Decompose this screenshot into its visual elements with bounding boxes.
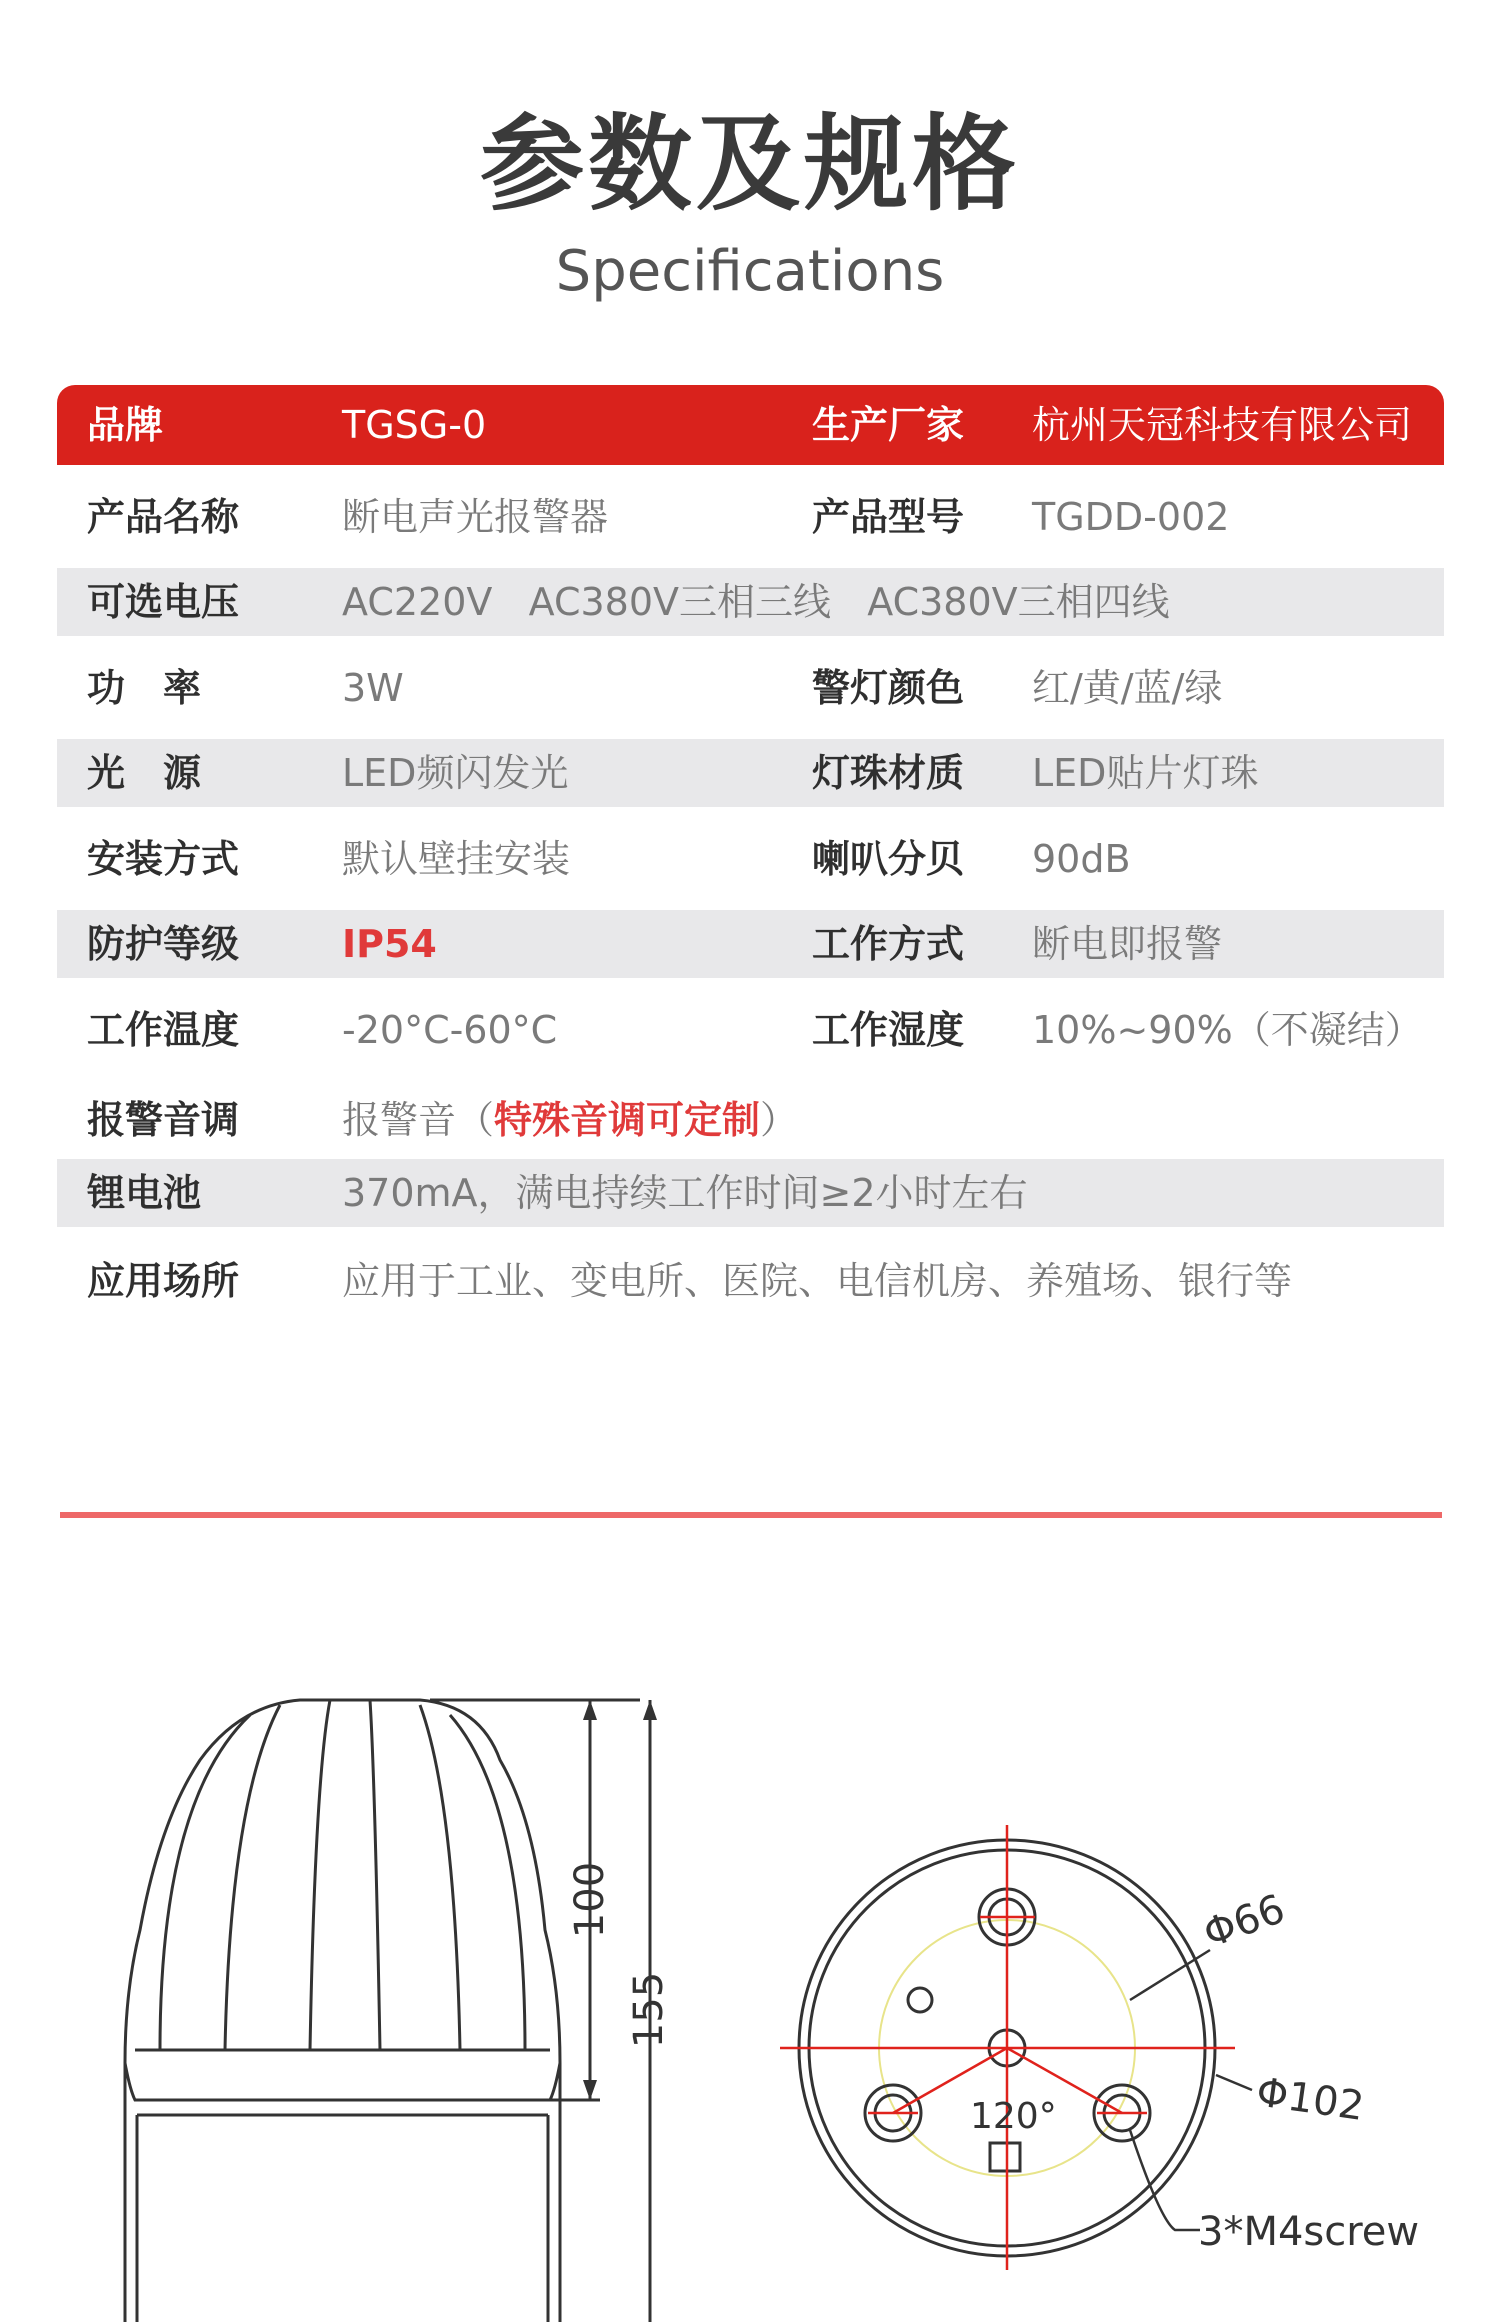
spec-value: 红/黄/蓝/绿 xyxy=(1032,665,1223,710)
spec-key: 可选电压 xyxy=(87,580,240,624)
spec-value: -20°C-60°C xyxy=(342,1007,558,1052)
table-row xyxy=(57,1227,1444,1335)
spec-table xyxy=(57,385,1444,1335)
spec-value: LED贴片灯珠 xyxy=(1032,751,1259,795)
table-row xyxy=(57,910,1444,978)
spec-value: AC220V AC380V三相三线 AC380V三相四线 xyxy=(342,580,1170,624)
spec-key: 功 率 xyxy=(87,665,202,710)
spec-value: 杭州天冠科技有限公司 xyxy=(1032,403,1413,447)
spec-value: 断电声光报警器 xyxy=(342,494,609,539)
spec-key: 工作湿度 xyxy=(812,1007,965,1052)
spec-value: 90dB xyxy=(1032,836,1131,881)
table-row xyxy=(57,385,1444,465)
spec-value-text: ） xyxy=(760,1098,799,1142)
spec-value: TGDD-002 xyxy=(1032,494,1230,539)
spec-key: 喇叭分贝 xyxy=(812,836,965,881)
table-row xyxy=(57,978,1444,1081)
spec-value: 370mA，满电持续工作时间≥2小时左右 xyxy=(342,1171,1028,1215)
table-row xyxy=(57,636,1444,739)
spec-key: 灯珠材质 xyxy=(812,751,965,795)
table-row xyxy=(57,1081,1444,1159)
spec-value xyxy=(342,1098,799,1142)
spec-value-text: 报警音（ xyxy=(342,1098,495,1142)
spec-value: 应用于工业、变电所、医院、电信机房、养殖场、银行等 xyxy=(342,1259,1293,1303)
spec-key: 品牌 xyxy=(87,403,164,447)
spec-value-highlight: 特殊音调可定制 xyxy=(494,1098,761,1142)
spec-key: 工作温度 xyxy=(87,1007,240,1052)
spec-value-highlight: IP54 xyxy=(342,922,437,966)
spec-value: 10%~90%（不凝结） xyxy=(1032,1007,1423,1052)
spec-key: 生产厂家 xyxy=(812,403,965,447)
angle-label: 120° xyxy=(970,2096,1057,2137)
spec-key: 应用场所 xyxy=(87,1259,240,1303)
spec-key: 安装方式 xyxy=(87,836,240,881)
dimension-lines xyxy=(430,1700,650,2322)
dimension-label-phi66: Φ66 xyxy=(1197,1885,1291,1958)
dimension-label-phi102: Φ102 xyxy=(1253,2069,1367,2130)
technical-drawing xyxy=(0,1640,1500,2322)
screw-label: 3*M4screw xyxy=(1198,2209,1420,2255)
divider xyxy=(60,1512,1442,1518)
spec-key: 锂电池 xyxy=(87,1171,202,1215)
spec-key: 产品型号 xyxy=(812,494,965,539)
center-lines xyxy=(780,1825,1235,2270)
table-row xyxy=(57,1159,1444,1227)
table-row xyxy=(57,568,1444,636)
spec-value: 断电即报警 xyxy=(1032,922,1223,966)
page-title: 参数及规格 xyxy=(479,103,1020,225)
spec-key: 报警音调 xyxy=(87,1098,240,1142)
spec-value: LED频闪发光 xyxy=(342,751,569,795)
table-row xyxy=(57,465,1444,568)
spec-key: 光 源 xyxy=(87,751,202,795)
spec-key: 防护等级 xyxy=(87,922,240,966)
table-row xyxy=(57,807,1444,910)
dimension-label-100: 100 xyxy=(567,1861,613,1939)
spec-value: TGSG-0 xyxy=(342,403,487,447)
spec-key: 警灯颜色 xyxy=(812,665,965,710)
page-subtitle: Specifications xyxy=(555,239,945,304)
spec-value: 3W xyxy=(342,665,404,710)
dimension-label-155: 155 xyxy=(626,1971,672,2049)
spec-value: 默认壁挂安装 xyxy=(342,836,571,881)
table-row xyxy=(57,739,1444,807)
spec-key: 产品名称 xyxy=(87,494,240,539)
spec-key: 工作方式 xyxy=(812,922,965,966)
side-view-drawing xyxy=(125,1700,560,2322)
